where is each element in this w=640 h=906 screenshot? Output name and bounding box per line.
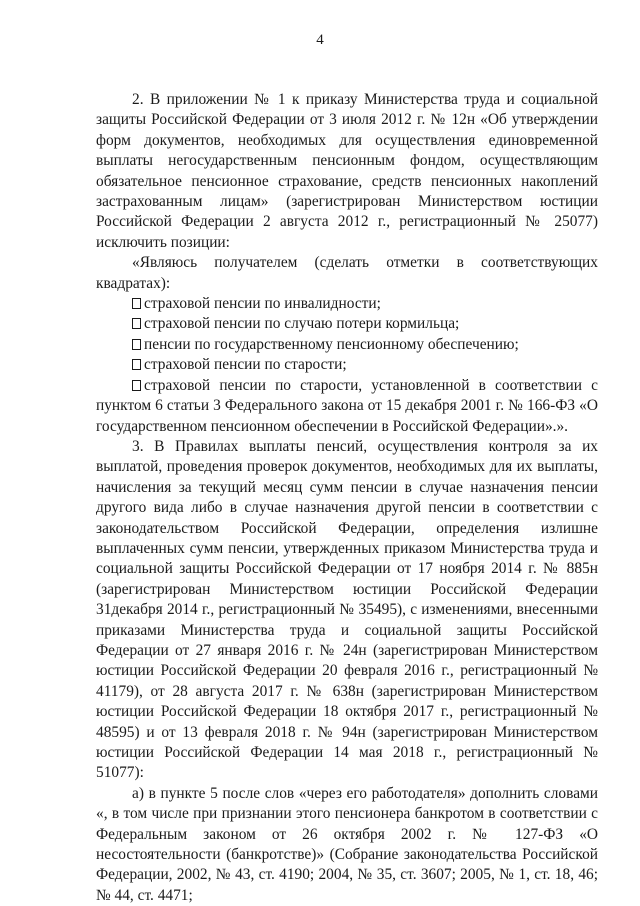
checkbox-item (96, 314, 598, 334)
checkbox-icon (132, 339, 141, 350)
paragraph-3a: а) в пункте 5 после слов «через его работодателя» дополнить словами «, в том числе при признании этого пенсионера банкротом в соответствии с Федеральным законом от 26 октября 2002 г. № 127-ФЗ «О несостоятельности (банкротстве)» (Собрание законодательства Российской Федерации, 2002, № 43, ст. 4190; 2004, № 35, ст. 3607; 2005, № 1, ст. 18, 46; № 44, ст. 4471; (96, 784, 598, 904)
paragraph-3: 3. В Правилах выплаты пенсий, осуществления контроля за их выплатой, проведения проверок документов, необходимых для их выплаты, начисления за текущий месяц сумм пенсии в случае назначения пенсии другого вида либо в случае назначения другой пенсии в соответствии с законодательством Российской Федерации, определения излишне выплаченных сумм пенсии, утвержденных приказом Министерства труда и социальной защиты Российской Федерации от 17 ноября 2014 г. № 885н (зарегистрирован Министерством юстиции Российской Федерации 31декабря 2014 г., регистрационный № 35495), с изменениями, внесенными приказами Министерства труда и социальной защиты Российской Федерации от 27 января 2016 г. № 24н (зарегистрирован Министерством юстиции Российской Федерации 20 февраля 2016 г., регистрационный № 41179), от 28 августа 2017 г. № 638н (зарегистрирован Министерством юстиции Российской Федерации 18 октября 2017 г., регистрационный № 48595) и от 13 февраля 2018 г. № 94н (зарегистрирован Министерством юстиции Российской Федерации 14 мая 2018 г., регистрационный № 51077): (96, 437, 598, 782)
paragraph-2: 2. В приложении № 1 к приказу Министерства труда и социальной защиты Российской Федерации от 3 июля 2012 г. № 12н «Об утверждении форм документов, необходимых для осуществления единовременной выплаты негосударственным пенсионным фондом, осуществляющим обязательное пенсионное страхование, средств пенсионных накоплений застрахованным лицам» (зарегистрирован Министерством юстиции Российской Федерации 2 августа 2012 г., регистрационный № 25077) исключить позиции: (96, 91, 598, 251)
checkbox-item-label: страховой пенсии по старости; (144, 356, 347, 374)
checkbox-item (96, 355, 598, 375)
checkbox-icon (132, 380, 141, 391)
checkbox-item (96, 294, 598, 314)
checkbox-icon (132, 359, 141, 370)
checkbox-item-label: страховой пенсии по случаю потери кормильца; (144, 315, 460, 333)
checkbox-item-label: пенсии по государственному пенсионному обеспечению; (144, 335, 519, 353)
recipient-paragraph: «Являюсь получателем (сделать отметки в соответствующих квадратах): (96, 254, 598, 292)
document-body (96, 90, 598, 906)
checkbox-item (96, 376, 598, 437)
checkbox-icon (132, 298, 141, 309)
checkbox-item (96, 335, 598, 355)
checkbox-item-label: страховой пенсии по инвалидности; (144, 295, 381, 313)
page-number: 4 (316, 32, 324, 48)
checkbox-icon (132, 318, 141, 329)
checkbox-item-label: страховой пенсии по старости, установленной в соответствии с пунктом 6 статьи 3 Федерального закона от 15 декабря 2001 г. № 166-ФЗ «О государственном пенсионном обеспечении в Российской Федерации».». (96, 376, 598, 435)
